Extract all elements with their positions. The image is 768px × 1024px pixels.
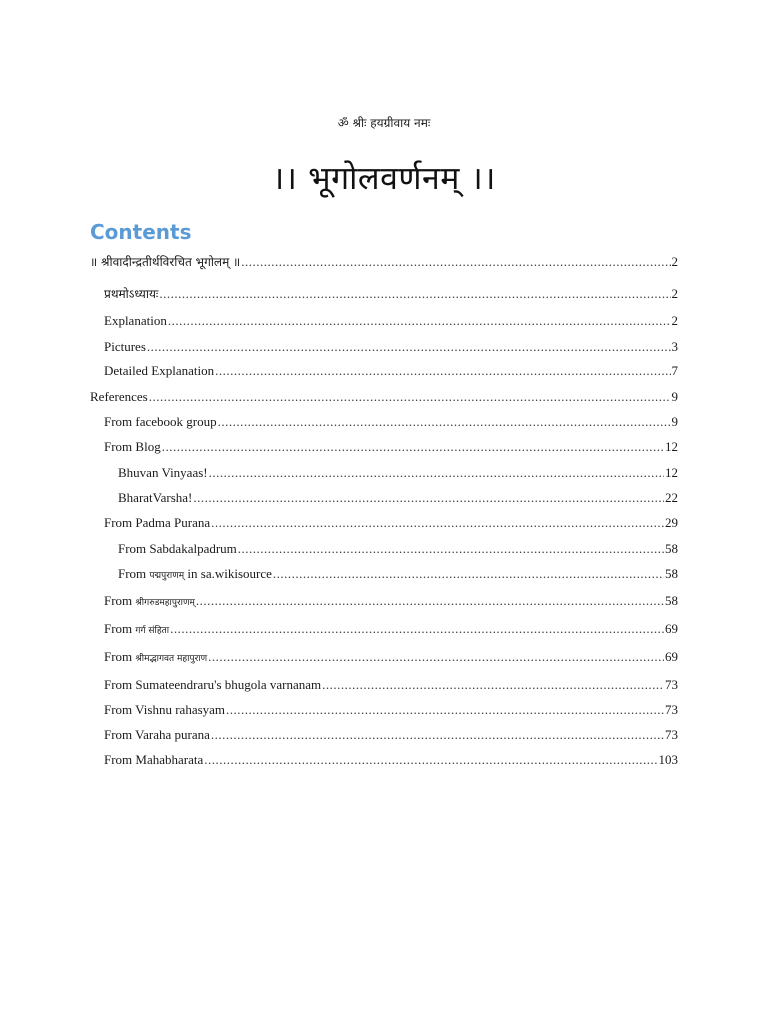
toc-dot-leader [204, 752, 657, 768]
toc-dot-leader [170, 621, 664, 637]
toc-entry-title-devanagari: श्रीमद्भागवत महापुराण [135, 654, 208, 664]
toc-dot-leader [218, 414, 671, 430]
toc-entry[interactable] [104, 677, 678, 693]
toc-entry-title-prefix: From [104, 621, 136, 636]
toc-entry-title: From Varaha purana [104, 727, 210, 742]
toc-page-number: 9 [671, 414, 678, 429]
toc-entry[interactable] [118, 566, 678, 582]
toc-entry-title: प्रथमोऽध्यायः [104, 287, 159, 301]
toc-entry-title: From Padma Purana [104, 515, 211, 530]
toc-entry-title-devanagari: श्रीगरुडमहापुराणम् [135, 598, 195, 608]
toc-dot-leader [208, 649, 664, 665]
toc-page-number: 12 [665, 439, 678, 454]
toc-entry[interactable] [90, 253, 678, 270]
toc-dot-leader [193, 490, 664, 506]
toc-entry[interactable] [104, 363, 678, 379]
toc-entry-title: From Sabdakalpadrum [118, 541, 237, 556]
toc-dot-leader [149, 389, 671, 405]
toc-dot-leader [162, 439, 664, 455]
toc-entry-title: From Mahabharata [104, 752, 204, 767]
toc-entry[interactable] [118, 490, 678, 506]
toc-entry-title: Explanation [104, 313, 167, 328]
toc-entry-title-prefix: From [104, 593, 136, 608]
toc-page-number: 69 [665, 649, 678, 664]
toc-page-number: 7 [671, 363, 678, 378]
toc-page-number: 58 [665, 593, 678, 608]
toc-entry[interactable] [104, 339, 678, 355]
toc-page-number: 9 [671, 389, 678, 404]
toc-entry-title: From Vishnu rahasyam [104, 702, 226, 717]
toc-entry-title: Bhuvan Vinyaas! [118, 465, 208, 480]
toc-dot-leader [241, 254, 670, 270]
toc-entry-title: ॥ श्रीवादीन्द्रतीर्थविरचित भूगोलम् ॥ [90, 255, 241, 269]
toc-entry[interactable] [104, 649, 678, 665]
toc-entry-title: From facebook group [104, 414, 217, 429]
toc-page-number: 22 [665, 490, 678, 505]
toc-entry-title: From Sumateendraru's bhugola varnanam [104, 677, 322, 692]
toc-heading: Contents [90, 220, 192, 244]
toc-entry[interactable] [104, 593, 678, 609]
toc-page-number: 69 [665, 621, 678, 636]
toc-page-number: 73 [665, 702, 678, 717]
toc-entry-title [104, 621, 169, 637]
toc-entry[interactable] [118, 541, 678, 557]
toc-entry[interactable] [104, 439, 678, 455]
toc-dot-leader [211, 515, 664, 531]
toc-entry-title [118, 566, 272, 582]
toc-entry-title-devanagari: पद्मपुराणम् [149, 571, 185, 581]
toc-page-number: 2 [671, 286, 678, 301]
toc-dot-leader [209, 465, 664, 481]
invocation-line: ॐ श्रीः हयग्रीवाय नमः [337, 116, 431, 130]
toc-entry-title: Pictures [104, 339, 146, 354]
toc-dot-leader [211, 727, 664, 743]
toc-entry[interactable] [104, 414, 678, 430]
toc-page-number: 12 [665, 465, 678, 480]
toc-entry[interactable] [104, 621, 678, 637]
toc-dot-leader [238, 541, 664, 557]
toc-entry[interactable] [90, 389, 678, 405]
toc-page-number: 2 [671, 254, 678, 269]
toc-page-number: 58 [665, 541, 678, 556]
toc-dot-leader [159, 286, 670, 302]
toc-entry-title: BharatVarsha! [118, 490, 193, 505]
toc-dot-leader [168, 313, 671, 329]
document-title: ।। भूगोलवर्णनम् ।। [272, 159, 496, 197]
toc-page-number: 73 [665, 677, 678, 692]
toc-entry[interactable] [104, 285, 678, 302]
toc-entry-title [104, 593, 195, 609]
toc-entry[interactable] [104, 702, 678, 718]
toc-page-number: 2 [671, 313, 678, 328]
toc-entry-title: References [90, 389, 148, 404]
toc-entry[interactable] [104, 313, 678, 329]
toc-dot-leader [147, 339, 671, 355]
toc-entry-title-prefix: From [104, 649, 136, 664]
toc-dot-leader [322, 677, 664, 693]
toc-dot-leader [215, 363, 670, 379]
toc-page-number: 58 [665, 566, 678, 581]
toc-dot-leader [196, 593, 664, 609]
toc-entry-title-devanagari: गर्ग संहिता [135, 626, 170, 636]
toc-entry-title-suffix: in sa.wikisource [184, 566, 272, 581]
toc-dot-leader [226, 702, 664, 718]
toc-entry[interactable] [104, 515, 678, 531]
toc-page-number: 103 [658, 752, 678, 767]
toc-entry[interactable] [104, 752, 678, 768]
toc-page-number: 73 [665, 727, 678, 742]
toc-entry-title [104, 649, 207, 665]
toc-entry-title-prefix: From [118, 566, 150, 581]
toc-entry[interactable] [104, 727, 678, 743]
toc-entry-title: Detailed Explanation [104, 363, 215, 378]
toc-entry[interactable] [118, 465, 678, 481]
toc-page-number: 3 [671, 339, 678, 354]
toc-page-number: 29 [665, 515, 678, 530]
toc-entry-title: From Blog [104, 439, 161, 454]
toc-dot-leader [273, 566, 664, 582]
